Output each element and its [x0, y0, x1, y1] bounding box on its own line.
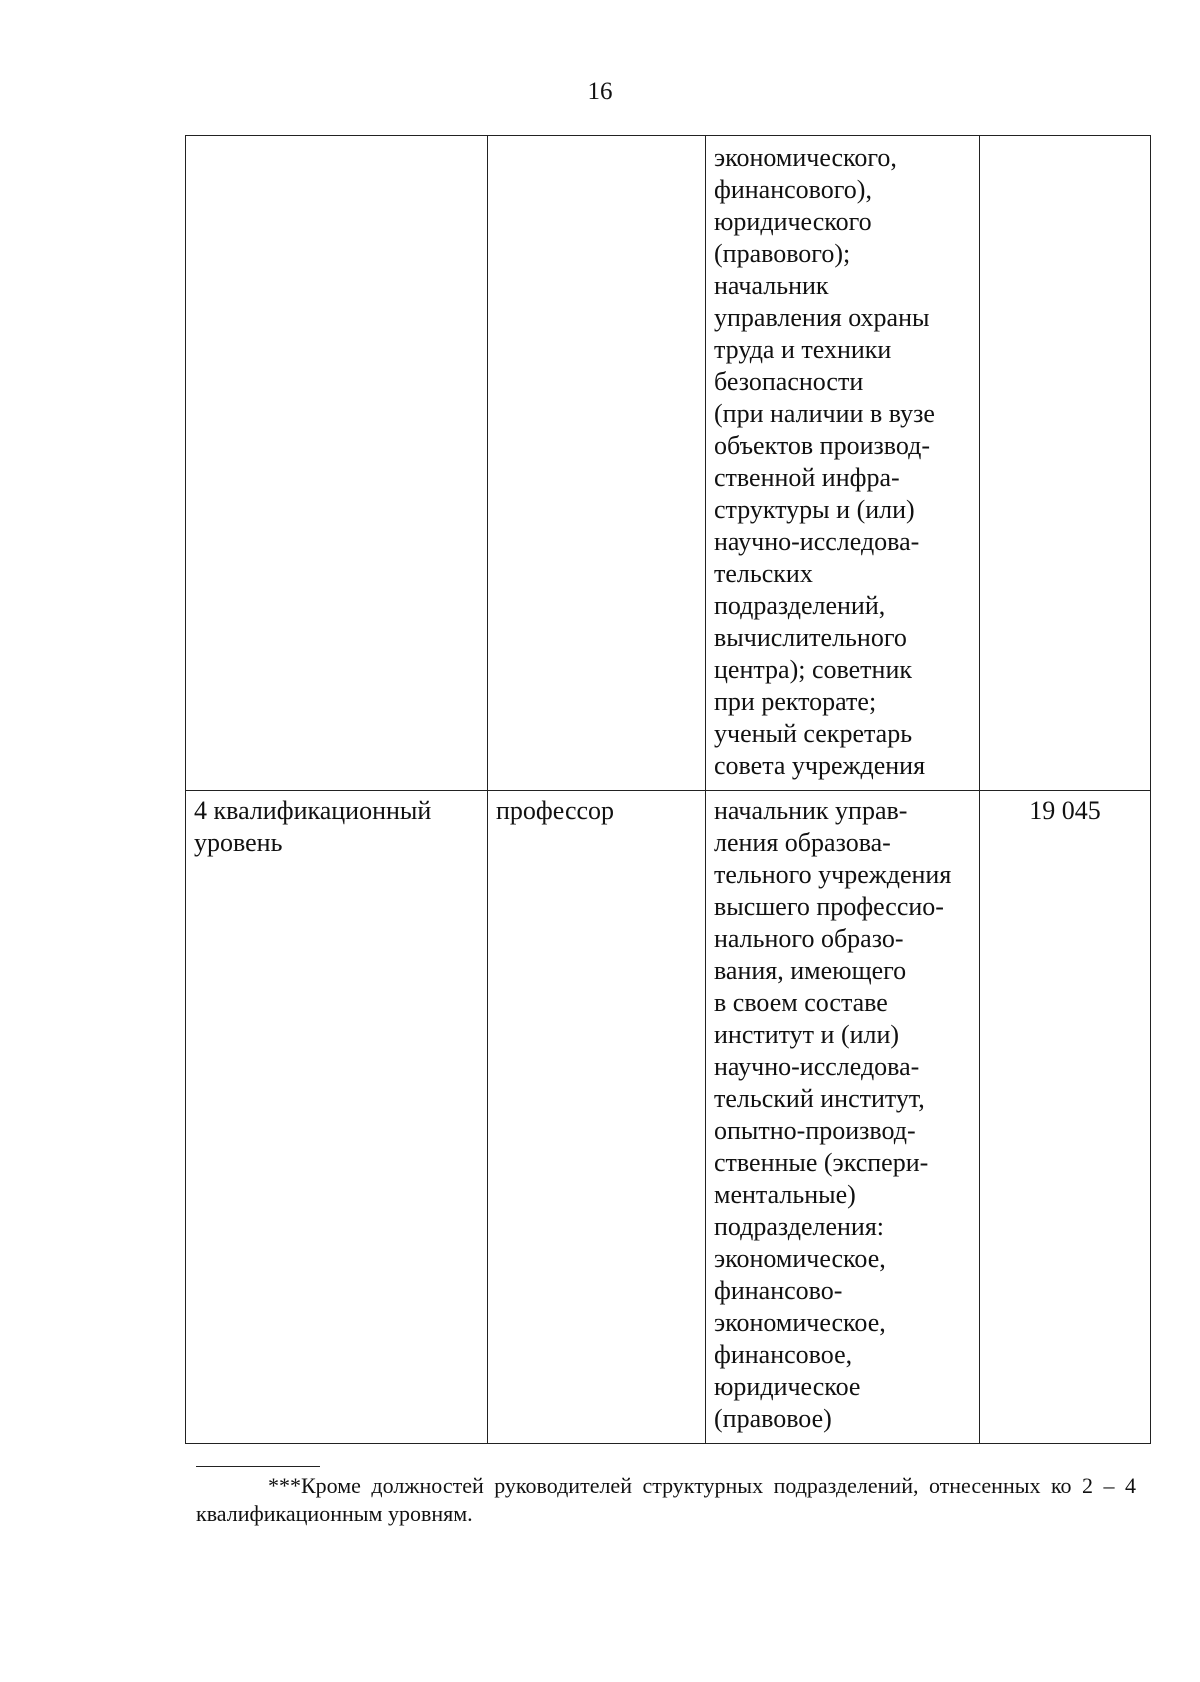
description-line: подразделений,: [714, 591, 886, 620]
description-line: начальник управ-: [714, 796, 908, 825]
page-number: 16: [587, 78, 613, 105]
description-line: начальник: [714, 271, 829, 300]
description-line: подразделения:: [714, 1212, 885, 1241]
description-line: труда и техники: [714, 335, 892, 364]
description-line: ления образова-: [714, 828, 891, 857]
table-row: [186, 791, 1151, 1444]
description-line: финансового),: [714, 175, 872, 204]
description-line: ственной инфра-: [714, 463, 900, 492]
description-line: вания, имеющего: [714, 956, 907, 985]
description-line: высшего профессио-: [714, 892, 944, 921]
description-line: (правового);: [714, 239, 851, 268]
salary-cell: 19 045: [980, 791, 1151, 1444]
description-line: ственные (экспери-: [714, 1148, 929, 1177]
description-line: объектов производ-: [714, 431, 930, 460]
description-line: тельский институт,: [714, 1084, 925, 1113]
description-line: управления охраны: [714, 303, 930, 332]
description-line: вычислительного: [714, 623, 907, 652]
qualification-level-cell: [186, 136, 488, 791]
salary-table: [185, 135, 1151, 1444]
description-line: научно-исследова-: [714, 1052, 920, 1081]
position-cell: [488, 136, 706, 791]
description-line: опытно-производ-: [714, 1116, 916, 1145]
description-cell: [706, 791, 980, 1444]
description-line: экономического,: [714, 143, 897, 172]
description-cell: [706, 136, 980, 791]
salary-cell: [980, 136, 1151, 791]
description-line: научно-исследова-: [714, 527, 920, 556]
description-line: ментальные): [714, 1180, 856, 1209]
description-line: безопасности: [714, 367, 864, 396]
description-line: финансово-: [714, 1276, 843, 1305]
description-line: (правовое): [714, 1404, 832, 1433]
description-line: центра); советник: [714, 655, 912, 684]
qualification-level-cell: 4 квалификационный уровень: [186, 791, 488, 1444]
description-line: тельного учреждения: [714, 860, 952, 889]
description-line: экономическое,: [714, 1308, 886, 1337]
description-line: в своем составе: [714, 988, 888, 1017]
table-row: [186, 136, 1151, 791]
footnote: ***Кроме должностей руководителей структурных подразделений, отнесенных ко 2 – 4 квалификационным уровням.: [196, 1473, 1136, 1526]
description-line: структуры и (или): [714, 495, 915, 524]
description-line: юридическое: [714, 1372, 861, 1401]
footnote-divider: [196, 1466, 320, 1467]
description-line: (при наличии в вузе: [714, 399, 935, 428]
description-line: тельских: [714, 559, 813, 588]
description-line: ученый секретарь: [714, 719, 913, 748]
description-line: при ректорате;: [714, 687, 877, 716]
position-cell: профессор: [488, 791, 706, 1444]
description-line: совета учреждения: [714, 751, 926, 780]
description-line: нального образо-: [714, 924, 904, 953]
description-line: институт и (или): [714, 1020, 900, 1049]
description-line: юридического: [714, 207, 872, 236]
description-line: финансовое,: [714, 1340, 853, 1369]
description-line: экономическое,: [714, 1244, 886, 1273]
